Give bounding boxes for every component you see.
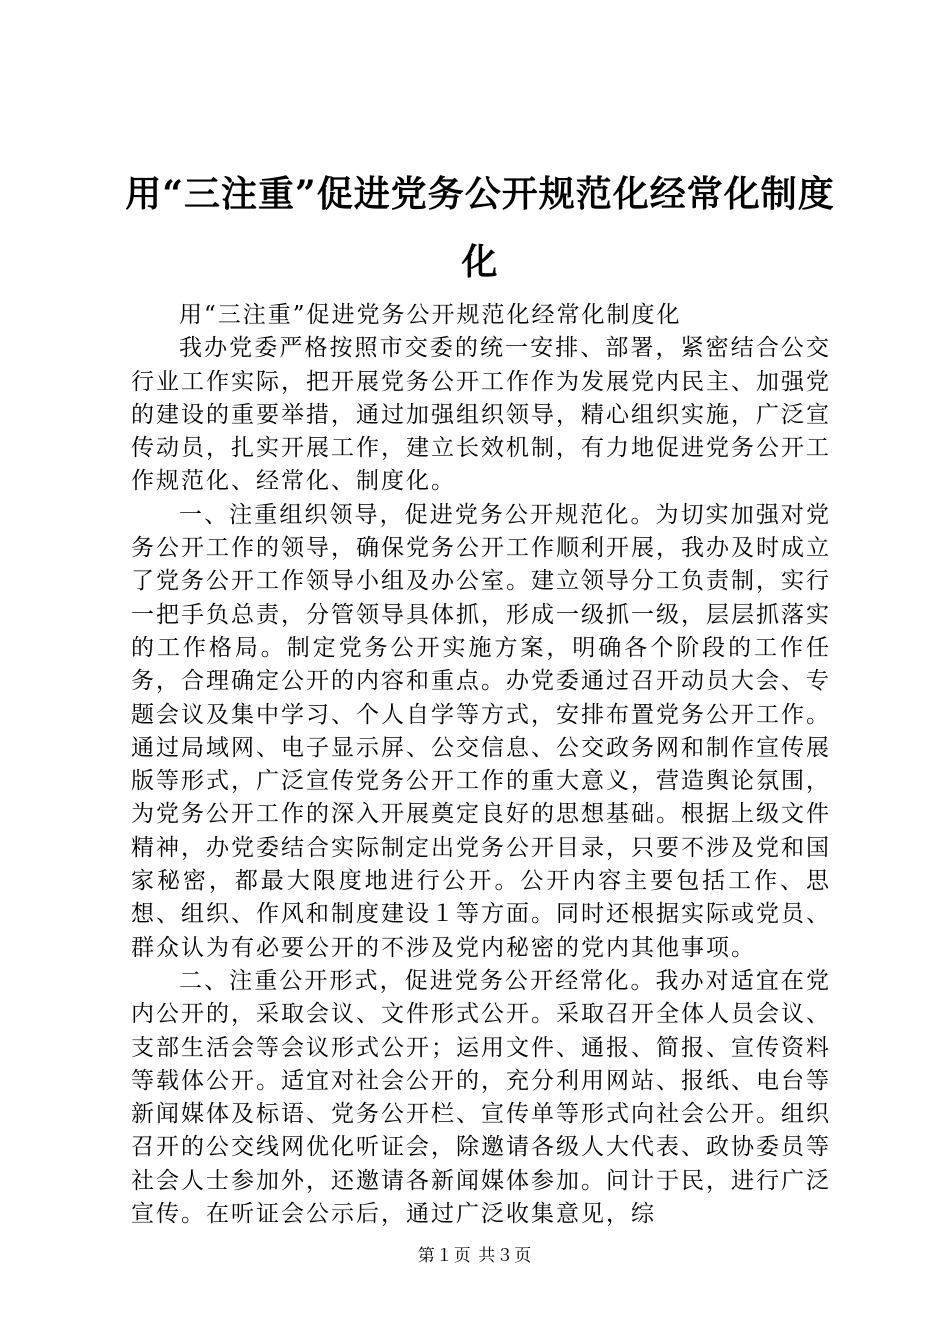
page-number-footer: 第１页 共３页 xyxy=(417,1246,533,1266)
paragraph-section-1: 一、注重组织领导，促进党务公开规范化。为切实加强对党务公开工作的领导，确保党务公开工作顺利开展，我办及时成立了党务公开工作领导小组及办公室。建立领导分工负责制，实行一把手负总责，分管领导具体抓，形成一级抓一级，层层抓落实的工作格局。制定党务公开实施方案，明确各个阶段的工作任务，合理确定公开的内容和重点。办党委通过召开动员大会、专题会议及集中学习、个人自学等方式，安排布置党务公开工作。通过局域网、电子显示屏、公交信息、公交政务网和制作宣传展版等形式，广泛宣传党务公开工作的重大意义，营造舆论氛围，为党务公开工作的深入开展奠定良好的思想基础。根据上级文件精神，办党委结合实际制定出党务公开目录，只要不涉及党和国家秘密，都最大限度地进行公开。公开内容主要包括工作、思想、组织、作风和制度建设１等方面。同时还根据实际或党员、群众认为有必要公开的不涉及党内秘密的党内其他事项。 xyxy=(131,501,831,961)
document-title: 用“三注重”促进党务公开规范化经常化制度化 xyxy=(125,173,835,283)
document-body xyxy=(131,299,831,1231)
document-subtitle: 用“三注重”促进党务公开规范化经常化制度化 xyxy=(179,302,682,328)
paragraph-intro: 我办党委严格按照市交委的统一安排、部署，紧密结合公交行业工作实际，把开展党务公开工作作为发展党内民主、加强党的建设的重要举措，通过加强组织领导，精心组织实施，广泛宣传动员，扎实开展工作，建立长效机制，有力地促进党务公开工作规范化、经常化、制度化。 xyxy=(131,335,831,495)
paragraph-section-2: 二、注重公开形式，促进党务公开经常化。我办对适宜在党内公开的，采取会议、文件形式公开。采取召开全体人员会议、支部生活会等会议形式公开；运用文件、通报、简报、宣传资料等载体公开。适宜对社会公开的，充分利用网站、报纸、电台等新闻媒体及标语、党务公开栏、宣传单等形式向社会公开。组织召开的公交线网优化听证会，除邀请各级人大代表、政协委员等社会人士参加外，还邀请各新闻媒体参加。问计于民，进行广泛宣传。在听证会公示后，通过广泛收集意见，综 xyxy=(131,967,831,1228)
